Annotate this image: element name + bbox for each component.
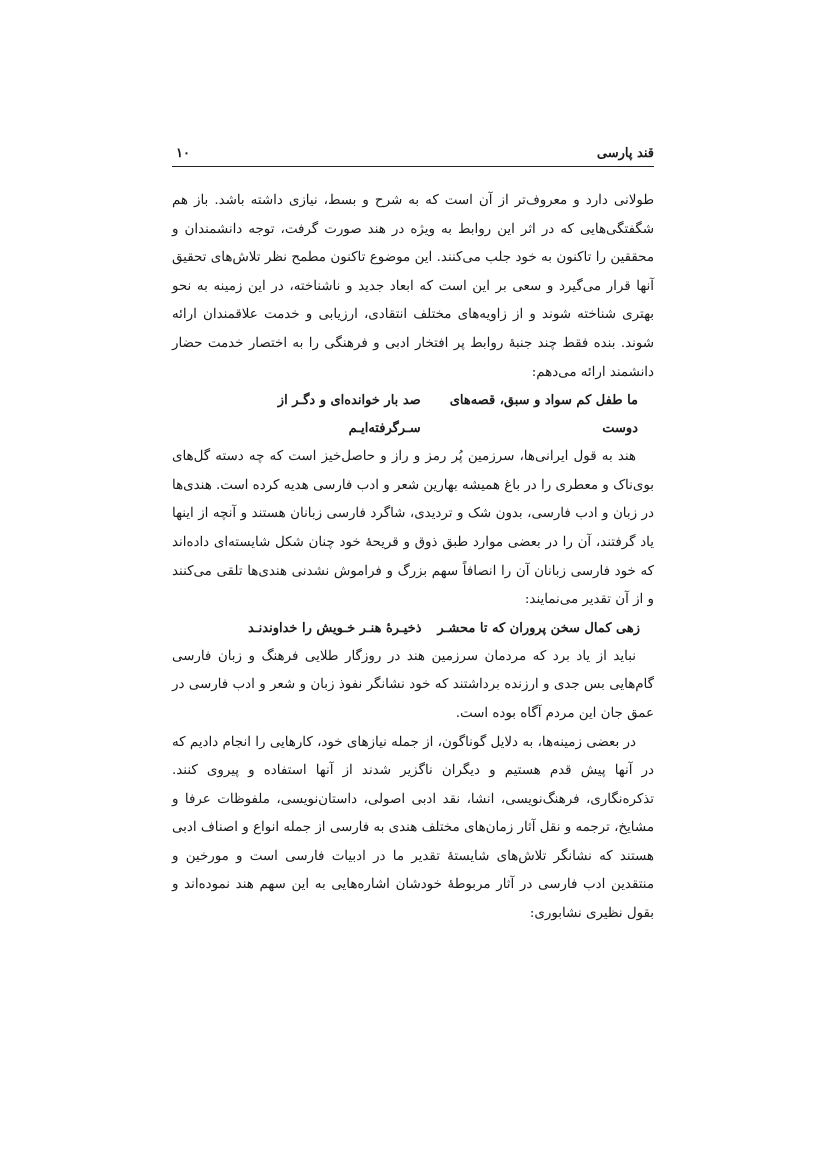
verse-1-first-hemistich: ما طفل کم سواد و سبق، قصه‌های دوست xyxy=(449,393,638,437)
page-number: ۱۰ xyxy=(176,146,190,161)
running-header xyxy=(172,138,654,167)
paragraph-2: هند به قول ایرانی‌ها، سرزمین پُر رمز و راز و حاصل‌خیز است که چه دسته گل‌های بوی‌ناک و معطری را در باغ همیشه بهارین شعر و ادب فارسی هدیه کرده است. هندی‌ها در زبان و ادب فارسی، بدون شک و تردیدی، شاگرد فارسی زبانان هستند و آنچه از اینها یاد گرفتند، آن را در بعضی موارد طبق ذوق و قریحهٔ خود چنان شکل شایسته‌ای داده‌اند که خود فارسی زبانان آن را انصافاً سهم بزرگ و فراموش نشدنی هندی‌ها تلقی می‌کنند و از آن تقدیر می‌نمایند: xyxy=(172,449,654,608)
verse-couplet-1 xyxy=(172,387,654,443)
paragraph-4: در بعضی زمینه‌ها، به دلایل گوناگون، از جمله نیازهای خود، کارهایی را انجام دادیم که در آنها پیش قدم هستیم و دیگران ناگزیر شدند از آنها استفاده و پیروی کنند. تذکره‌نگاری، فرهنگ‌نویسی، انشا، نقد ادبی اصولی، داستان‌نویسی، ملفوظات عرفا و مشایخ، ترجمه و نقل آثار زمان‌های مختلف هندی به فارسی از جمله انواع و اصناف ادبی هستند که نشانگر تلاش‌های شایستهٔ تقدیر ما در ادبیات فارسی است و مورخین و منتقدین ادب فارسی در آثار مربوطهٔ خودشان اشاره‌هایی به این سهم هند نموده‌اند و بقول نظیری نشابوری: xyxy=(172,734,654,922)
verse-1-second-hemistich: صد بار خوانده‌ای و دگـر از سـرگرفته‌ایـم xyxy=(277,393,421,437)
paragraph-1: طولانی دارد و معروف‌تر از آن است که به شرح و بسط، نیازی داشته باشد. باز هم شگفتگی‌هایی که در اثر این روابط به ویژه در هند صورت گرفت، توجه دانشمندان و محققین را تاکنون به خود جلب می‌کنند. این موضوع تاکنون مطمح نظر تلاش‌های تحقیق آنها قرار می‌گیرد و سعی بر این است که ابعاد جدید و ناشناخته، در این زمینه به نحو بهتری شناخته شوند و از زاویه‌های مختلف انتقادی، ارزیابی و خدمت علاقمندان ارائه شوند. بنده فقط چند جنبهٔ روابط پر افتخار ادبی و فرهنگی را به اختصار خدمت حضار دانشمند ارائه می‌دهم: xyxy=(172,193,654,380)
body-text xyxy=(172,187,654,929)
verse-2-second-hemistich: ذخیـرهٔ هنـر خـویش را خداوندنـد xyxy=(248,620,422,636)
book-page xyxy=(172,138,654,922)
paragraph-3: نباید از یاد برد که مردمان سرزمین هند در روزگار طلایی فرهنگ و زبان فارسی گام‌هایی بس جدی و ارزنده برداشتند که خود نشانگر نفوذ زبان و شعر و ادب فارسی در عمق جان این مردم آگاه بوده است. xyxy=(172,648,654,721)
verse-couplet-2 xyxy=(172,615,654,643)
verse-2-first-hemistich: زهی کمال سخن پروران که تا محشـر xyxy=(437,620,640,636)
running-title: قند پارسی xyxy=(596,146,654,161)
